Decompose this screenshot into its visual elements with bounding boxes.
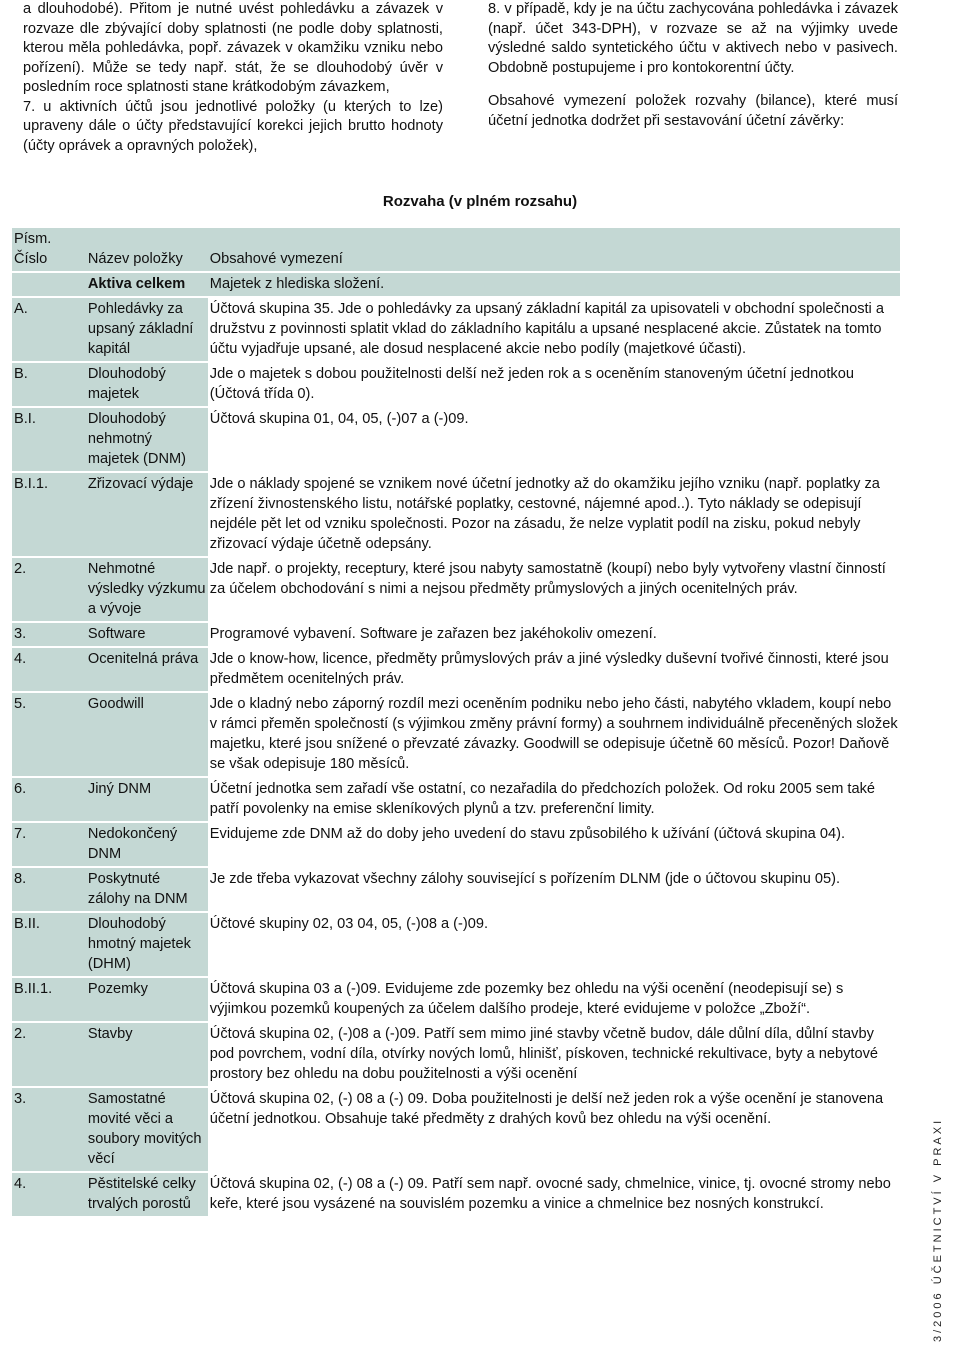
row-code: 3. [12,622,86,647]
row-code: A. [12,297,86,362]
table-row [12,407,900,472]
row-description: Majetek z hlediska složení. [208,272,900,297]
table-row [12,912,900,977]
table-row [12,777,900,822]
row-name: Ocenitelná práva [86,647,208,692]
table-row [12,297,900,362]
table-row [12,822,900,867]
list-item-7: 7. u aktivních účtů jsou jednotlivé položky (u kterých to lze) upraveny dále o účty představující korekci jejich brutto hodnoty (účty oprávek a opravných položek), [23,98,443,154]
row-description: Účtová skupina 01, 04, 05, (-)07 a (-)09. [209,411,469,427]
row-code: B.I.1. [12,472,86,557]
table-row [12,692,900,777]
table-row [12,622,900,647]
row-code: 7. [12,822,86,867]
row-name: Dlouhodobý hmotný majetek (DHM) [86,912,208,977]
row-name: Pozemky [86,977,208,1022]
row-description: Jde např. o projekty, receptury, které jsou nabyty samostatně (koupí) nebo byly vytvořeny vlastní činností za účelem obchodování s nimi a nejsou předměty průmyslových a jiných ocenitelných práv. [209,561,886,597]
intro-paragraph: a dlouhodobé). Přitom je nutné uvést pohledávku a závazek v rozvaze dle zbývající doby splatnosti (ne podle doby splatnosti, kterou měla pohledávka, popř. závazek v okamžiku vzniku nebo pořízení). Může se tedy např. stát, že se dlouhodobý úvěr v posledním roce splatnosti stane krátkodobým závazkem, [23,1,443,95]
left-column [23,0,443,156]
table-row [12,362,900,407]
row-description: Je zde třeba vykazovat všechny zálohy související s pořízením DLNM (jde o účtovou skupinu 05). [209,871,841,887]
row-name: Dlouhodobý nehmotný majetek (DNM) [86,407,208,472]
rozvaha-table [12,228,900,1218]
row-description: Účtová skupina 02, (-) 08 a (-) 09. Doba použitelnosti je delší než jeden rok a výše ocenění je stanovena účetní jednotkou. Obsahuje také předměty z drahých kovů bez ohledu na výši ocenění. [209,1091,884,1127]
row-name: Nehmotné výsledky výzkumu a vývoje [86,557,208,622]
list-item-8: 8. v případě, kdy je na účtu zachycována pohledávka i závazek (např. účet 343-DPH), v rozvaze se až na výjimky uvede výsledné saldo syntetického účtu v aktivech nebo v pasivech. Obdobně postupujeme i pro kontokorentní účty. [488,1,898,76]
table-row [12,647,900,692]
row-description: Programové vybavení. Software je zařazen bez jakéhokoliv omezení. [209,626,657,642]
right-column [488,0,898,131]
table-row [12,272,900,297]
row-code: 2. [12,1022,86,1087]
row-code [12,272,86,297]
row-code: B.I. [12,407,86,472]
row-description: Evidujeme zde DNM až do doby jeho uvedení do stavu způsobilého k užívání (účtová skupina 04). [209,826,845,842]
row-description: Účtová skupina 03 a (-)09. Evidujeme zde pozemky bez ohledu na výši ocenění (neodepisují se) s výjimkou pozemků koupených za účelem dalšího prodeje, které evidujeme v položce „Zboží“. [209,981,844,1017]
row-name: Stavby [86,1022,208,1087]
row-code: 3. [12,1087,86,1172]
table-row [12,557,900,622]
row-description: Jde o majetek s dobou použitelnosti delší než jeden rok a s oceněním stanoveným účetní jednotkou (Účtová třída 0). [209,366,854,402]
row-description: Účtová skupina 02, (-)08 a (-)09. Patří sem mimo jiné stavby včetně budov, dále důlní díla, důlní stavby pod povrchem, vodní díla, otvírky nových lomů, hlinišť, pískoven, technické rekultivace, byty a nebytové prostory bez ohledu na dobu použitelnosti a výši ocenění [209,1026,878,1082]
row-code: 4. [12,647,86,692]
row-description: Jde o kladný nebo záporný rozdíl mezi oceněním podniku nebo jeho části, nabytého vkladem, koupí nebo v rámci přeměn společností (s výjimkou změny právní formy) a souhrnem individuálně přeceněných složek majetku, které jsou snížené o převzaté závazky. Goodwill se odepisuje účetně 60 měsíců. Pozor! Daňově se však odepisuje 180 měsíců. [209,696,898,772]
table-body [12,272,900,1217]
row-name: Dlouhodobý majetek [86,362,208,407]
table-row [12,867,900,912]
row-name: Jiný DNM [86,777,208,822]
row-code: 8. [12,867,86,912]
row-code: B. [12,362,86,407]
row-name: Zřizovací výdaje [86,472,208,557]
row-description: Jde o know-how, licence, předměty průmyslových práv a jiné výsledky duševní tvořivé činnosti, které jsou předmětem ocenitelných práv. [209,651,889,687]
row-description: Účtová skupina 02, (-) 08 a (-) 09. Patří sem např. ovocné sady, chmelnice, vinice, tj. ovocné stromy nebo keře, které jsou vysázené na souvislém pozemku a vinice a chmelnice bez nosných konstrukcí. [209,1176,891,1212]
row-name: Nedokončený DNM [86,822,208,867]
row-code: 2. [12,557,86,622]
table-row [12,472,900,557]
row-code: B.II. [12,912,86,977]
table-header-row [12,228,900,272]
row-description: Jde o náklady spojené se vznikem nové účetní jednotky až do okamžiku jejího vzniku (např. poplatky za zřízení živnostenského listu, notářské poplatky, cestovné, nájemné apod..). Tyto náklady se odepisují nejdéle pět let od vzniku společnosti. Pozor na zásadu, že nelze vyplatit podíl na zisku, pokud nebyly zřizovací výdaje účetně odepsány. [209,476,880,552]
row-code: 6. [12,777,86,822]
row-name: Pohledávky za upsaný základní kapitál [86,297,208,362]
row-name: Goodwill [86,692,208,777]
table-row [12,1022,900,1087]
row-code: 5. [12,692,86,777]
row-code: 4. [12,1172,86,1217]
table-row [12,977,900,1022]
header-description: Obsahové vymezení [208,228,900,272]
row-name: Pěstitelské celky trvalých porostů [86,1172,208,1217]
row-name: Software [86,622,208,647]
header-code: Písm. Číslo [12,228,86,272]
side-label: 3/2006 ÚČETNICTVÍ V PRAXI [932,1117,944,1342]
row-description: Účtová skupina 35. Jde o pohledávky za upsaný základní kapitál za upisovateli v obchodní společnosti a družstvu z povinnosti splatit vklad do základního kapitálu a upsané nesplacené akcie. Zůstatek na tomto účtu vyjadřuje upsané, ale dosud nesplacené akcie nebo podíly (majetkové účasti). [209,301,884,357]
row-description: Účetní jednotka sem zařadí vše ostatní, co nezařadila do předchozích položek. Od roku 2005 sem také patří povolenky na emise skleníkových plynů a tzv. preferenční limity. [209,781,875,817]
row-code: B.II.1. [12,977,86,1022]
header-name: Název položky [86,228,208,272]
table-row [12,1172,900,1217]
row-name: Aktiva celkem [86,272,208,297]
row-name: Poskytnuté zálohy na DNM [86,867,208,912]
row-name: Samostatné movité věci a soubory movitých věcí [86,1087,208,1172]
table-row [12,1087,900,1172]
table-intro-paragraph: Obsahové vymezení položek rozvahy (bilance), které musí účetní jednotka dodržet při sestavování účetní závěrky: [488,93,898,129]
table-title: Rozvaha (v plném rozsahu) [382,193,578,210]
row-description: Účtové skupiny 02, 03 04, 05, (-)08 a (-)09. [209,916,489,932]
